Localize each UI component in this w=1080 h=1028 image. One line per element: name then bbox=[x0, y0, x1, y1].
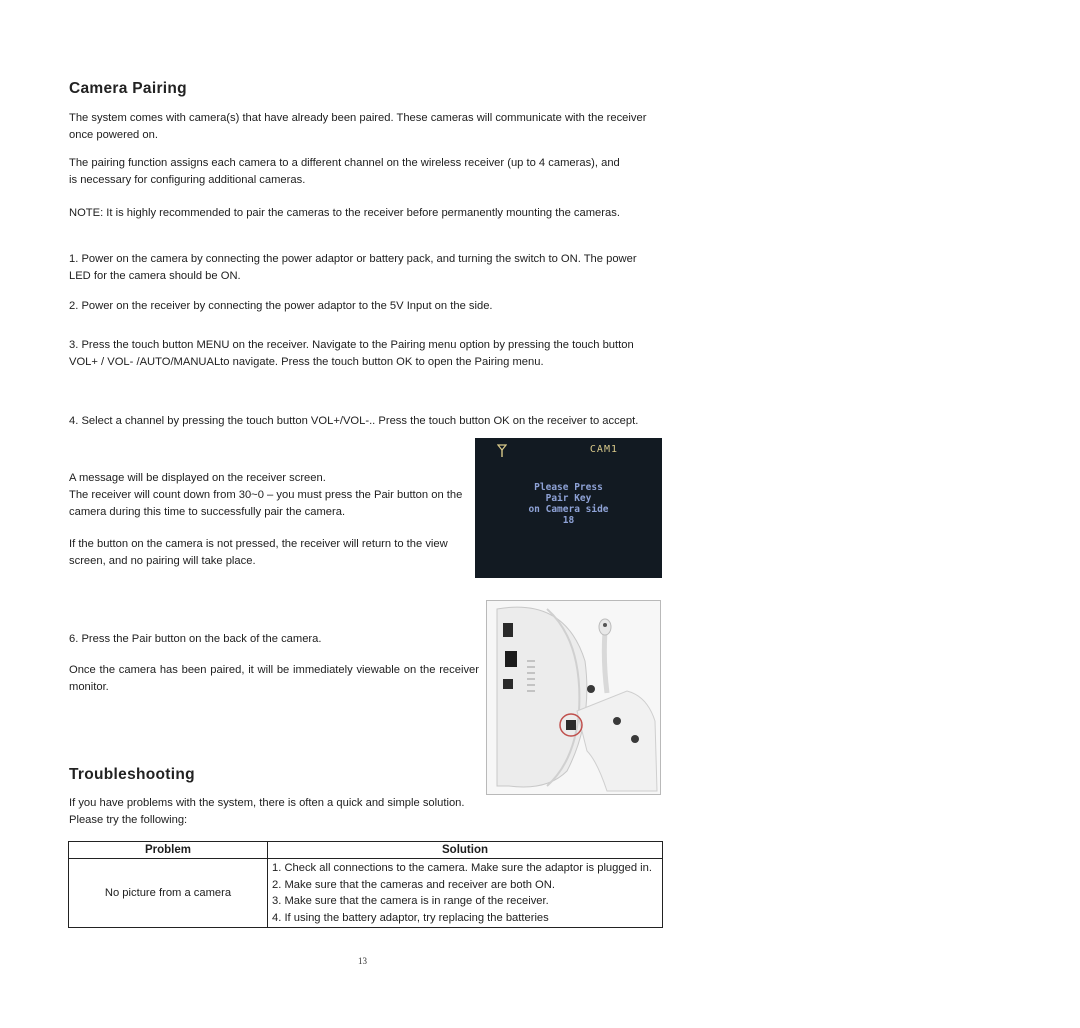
paragraph-pairing-function: The pairing function assigns each camera to a different channel on the wireless receiver (up to 4 cameras), and is necessary for configuring additional cameras. bbox=[69, 157, 620, 186]
table-row bbox=[69, 859, 663, 928]
solution-item: 1. Check all connections to the camera. Make sure the adaptor is plugged in. bbox=[272, 862, 652, 874]
camera-photo bbox=[486, 600, 661, 795]
step-1: 1. Power on the camera by connecting the power adaptor or battery pack, and turning the switch to ON. The power LED for the camera should be ON. bbox=[69, 253, 637, 282]
problem-cell: No picture from a camera bbox=[69, 859, 268, 928]
pairing-prompt-line-3: on Camera side bbox=[528, 504, 609, 515]
section-heading-camera-pairing: Camera Pairing bbox=[69, 80, 187, 97]
pairing-prompt-line-2: Pair Key bbox=[545, 493, 592, 504]
not-pressed-text: If the button on the camera is not pressed, the receiver will return to the view screen, and no pairing will take place. bbox=[69, 538, 448, 567]
receiver-screen-image bbox=[475, 438, 662, 578]
paragraph-note: NOTE: It is highly recommended to pair the cameras to the receiver before permanently mounting the cameras. bbox=[69, 207, 620, 219]
countdown-number: 18 bbox=[562, 515, 575, 526]
paragraph-intro: The system comes with camera(s) that have already been paired. These cameras will communicate with the receiver once powered on. bbox=[69, 112, 647, 141]
solution-cell bbox=[268, 859, 663, 928]
step-6: 6. Press the Pair button on the back of the camera. bbox=[69, 633, 322, 645]
page-number: 13 bbox=[358, 956, 367, 966]
solution-item: 2. Make sure that the cameras and receiver are both ON. bbox=[272, 878, 555, 891]
table-header-row bbox=[69, 842, 663, 859]
step-6-result: Once the camera has been paired, it will be immediately viewable on the receiver monitor. bbox=[69, 664, 479, 693]
camera-illustration bbox=[487, 601, 660, 794]
countdown-text: The receiver will count down from 30~0 – you must press the Pair button on the camera during this time to successfully pair the camera. bbox=[69, 489, 463, 518]
step-3: 3. Press the touch button MENU on the receiver. Navigate to the Pairing menu option by pressing the touch button VOL+ / VOL- /AUTO/MANUALto navigate. Press the touch button OK to open the Pairing menu. bbox=[69, 339, 634, 368]
column-header-solution: Solution bbox=[268, 842, 663, 859]
antenna-icon bbox=[497, 444, 507, 461]
solution-item: 4. If using the battery adaptor, try replacing the batteries bbox=[272, 911, 549, 924]
troubleshooting-table bbox=[68, 841, 663, 928]
solution-item: 3. Make sure that the camera is in range of the receiver. bbox=[272, 895, 549, 907]
camera-channel-label: CAM1 bbox=[589, 444, 618, 455]
column-header-problem: Problem bbox=[69, 842, 268, 859]
step-2: 2. Power on the receiver by connecting the power adaptor to the 5V Input on the side. bbox=[69, 300, 493, 312]
troubleshooting-intro: If you have problems with the system, there is often a quick and simple solution. Please try the following: bbox=[69, 797, 465, 826]
pairing-prompt-line-1: Please Press bbox=[534, 482, 603, 493]
section-heading-troubleshooting: Troubleshooting bbox=[69, 766, 195, 783]
step-4: 4. Select a channel by pressing the touch button VOL+/VOL-.. Press the touch button OK on the receiver to accept. bbox=[69, 415, 639, 427]
pairing-prompt bbox=[475, 482, 662, 526]
message-displayed-text: A message will be displayed on the receiver screen. bbox=[69, 472, 326, 484]
